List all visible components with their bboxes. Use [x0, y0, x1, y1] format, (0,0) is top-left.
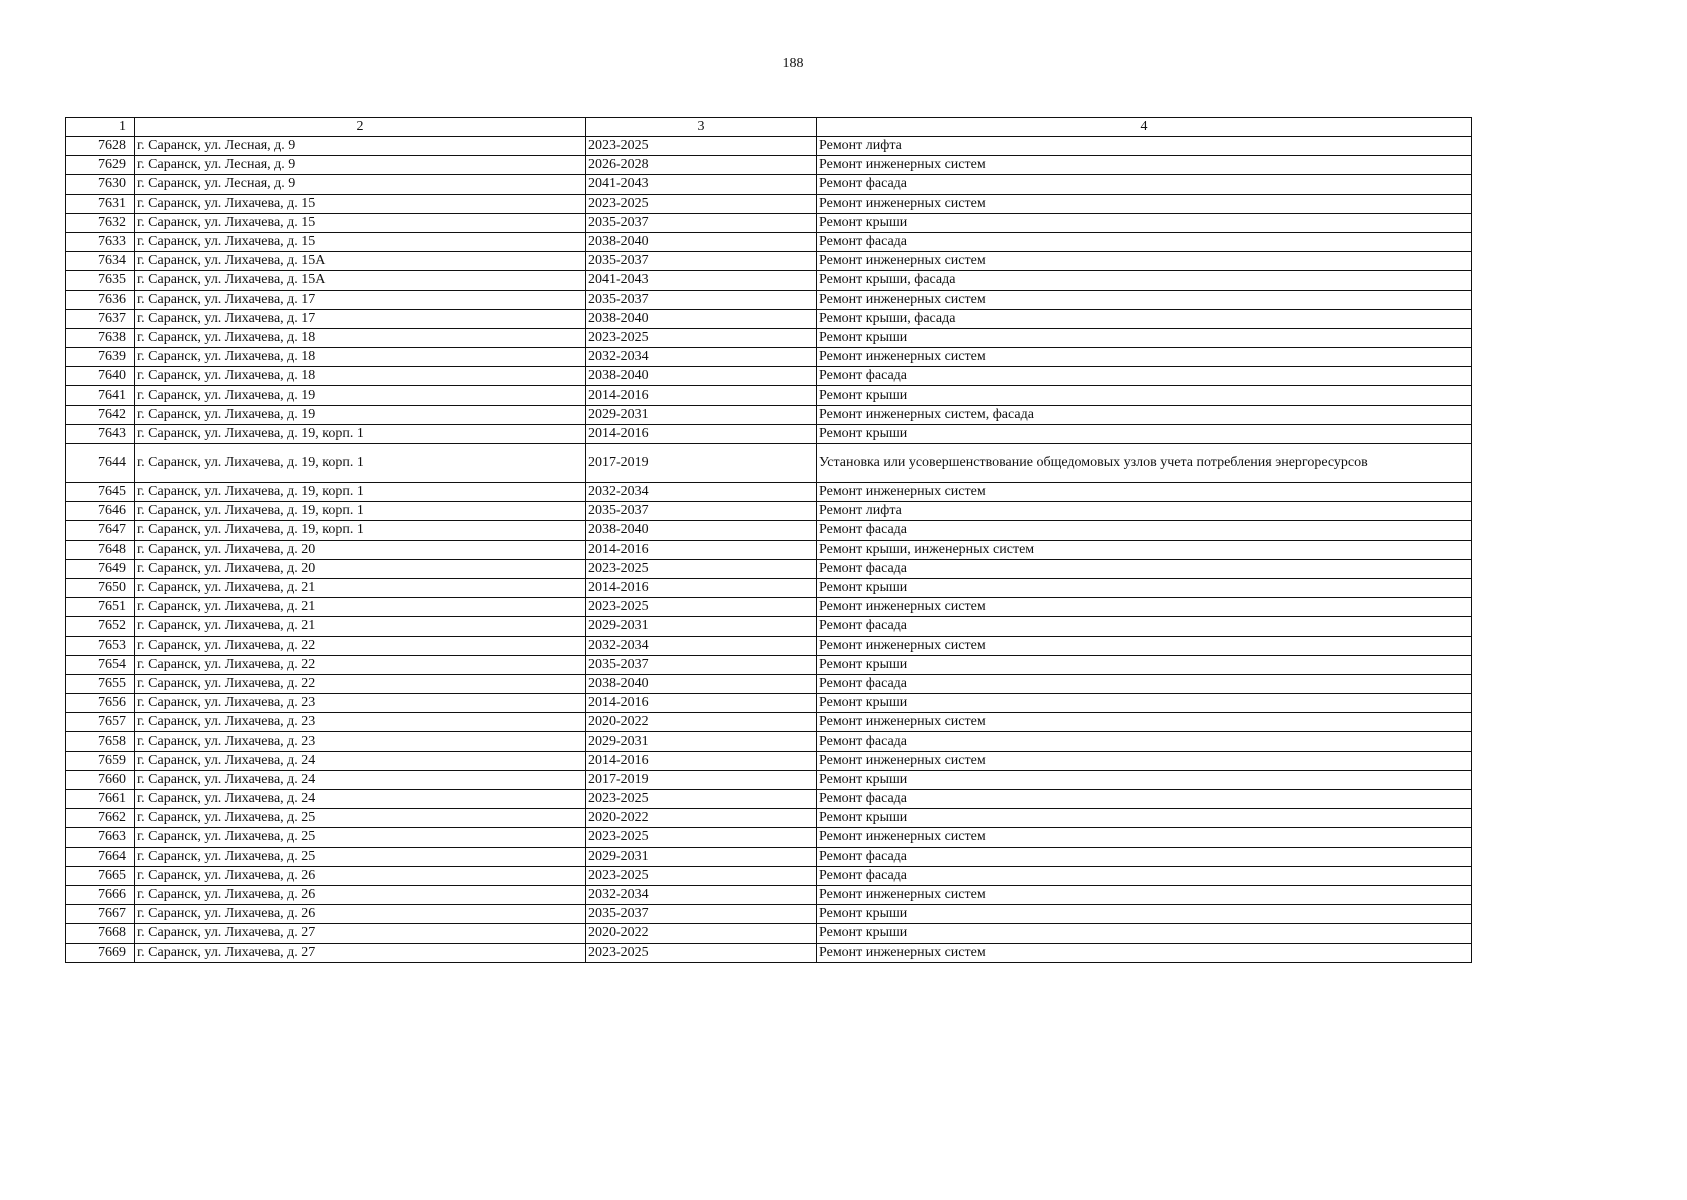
- address-cell: г. Саранск, ул. Лихачева, д. 19, корп. 1: [135, 521, 586, 540]
- table-row: [66, 847, 1472, 866]
- address-cell: г. Саранск, ул. Лихачева, д. 26: [135, 866, 586, 885]
- work-type-cell: Ремонт инженерных систем: [817, 751, 1472, 770]
- row-number-cell: 7657: [66, 713, 135, 732]
- table-row: [66, 386, 1472, 405]
- row-number-cell: 7660: [66, 770, 135, 789]
- work-type-cell: Ремонт инженерных систем: [817, 828, 1472, 847]
- period-cell: 2038-2040: [586, 232, 817, 251]
- row-number-cell: 7666: [66, 885, 135, 904]
- work-type-cell: Ремонт фасада: [817, 674, 1472, 693]
- table-row: [66, 348, 1472, 367]
- address-cell: г. Саранск, ул. Лихачева, д. 15А: [135, 271, 586, 290]
- address-cell: г. Саранск, ул. Лихачева, д. 24: [135, 790, 586, 809]
- period-cell: 2020-2022: [586, 713, 817, 732]
- work-type-cell: Ремонт фасада: [817, 367, 1472, 386]
- row-number-cell: 7646: [66, 502, 135, 521]
- table-row: [66, 578, 1472, 597]
- work-type-cell: Ремонт крыши: [817, 386, 1472, 405]
- table-row: [66, 137, 1472, 156]
- address-cell: г. Саранск, ул. Лихачева, д. 25: [135, 847, 586, 866]
- period-cell: 2023-2025: [586, 137, 817, 156]
- period-cell: 2029-2031: [586, 617, 817, 636]
- work-type-cell: Ремонт инженерных систем: [817, 943, 1472, 962]
- row-number-cell: 7635: [66, 271, 135, 290]
- row-number-cell: 7633: [66, 232, 135, 251]
- row-number-cell: 7663: [66, 828, 135, 847]
- row-number-cell: 7654: [66, 655, 135, 674]
- row-number-cell: 7637: [66, 309, 135, 328]
- address-cell: г. Саранск, ул. Лесная, д. 9: [135, 137, 586, 156]
- work-type-cell: Ремонт крыши: [817, 809, 1472, 828]
- address-cell: г. Саранск, ул. Лихачева, д. 27: [135, 924, 586, 943]
- address-cell: г. Саранск, ул. Лихачева, д. 22: [135, 636, 586, 655]
- work-type-cell: Ремонт крыши: [817, 694, 1472, 713]
- work-type-cell: Установка или усовершенствование общедомовых узлов учета потребления энергоресурсов: [817, 444, 1472, 483]
- row-number-cell: 7634: [66, 252, 135, 271]
- address-cell: г. Саранск, ул. Лихачева, д. 19: [135, 386, 586, 405]
- address-cell: г. Саранск, ул. Лихачева, д. 25: [135, 828, 586, 847]
- work-type-cell: Ремонт инженерных систем: [817, 252, 1472, 271]
- period-cell: 2029-2031: [586, 732, 817, 751]
- address-cell: г. Саранск, ул. Лихачева, д. 18: [135, 367, 586, 386]
- work-type-cell: Ремонт инженерных систем: [817, 885, 1472, 904]
- address-cell: г. Саранск, ул. Лихачева, д. 23: [135, 732, 586, 751]
- address-cell: г. Саранск, ул. Лихачева, д. 26: [135, 885, 586, 904]
- row-number-cell: 7650: [66, 578, 135, 597]
- table-row: [66, 866, 1472, 885]
- table-row: [66, 809, 1472, 828]
- period-cell: 2035-2037: [586, 502, 817, 521]
- row-number-cell: 7652: [66, 617, 135, 636]
- table-row: [66, 713, 1472, 732]
- table-row: [66, 367, 1472, 386]
- work-type-cell: Ремонт лифта: [817, 137, 1472, 156]
- table-row: [66, 636, 1472, 655]
- table-row: [66, 905, 1472, 924]
- period-cell: 2035-2037: [586, 655, 817, 674]
- work-type-cell: Ремонт инженерных систем: [817, 348, 1472, 367]
- row-number-cell: 7636: [66, 290, 135, 309]
- work-type-cell: Ремонт фасада: [817, 559, 1472, 578]
- address-cell: г. Саранск, ул. Лихачева, д. 19: [135, 405, 586, 424]
- row-number-cell: 7638: [66, 328, 135, 347]
- period-cell: 2029-2031: [586, 847, 817, 866]
- table-row: [66, 405, 1472, 424]
- work-type-cell: Ремонт крыши: [817, 578, 1472, 597]
- address-cell: г. Саранск, ул. Лихачева, д. 27: [135, 943, 586, 962]
- address-cell: г. Саранск, ул. Лихачева, д. 26: [135, 905, 586, 924]
- work-type-cell: Ремонт крыши: [817, 924, 1472, 943]
- period-cell: 2020-2022: [586, 924, 817, 943]
- work-type-cell: Ремонт крыши: [817, 424, 1472, 443]
- table-row: [66, 290, 1472, 309]
- table-row: [66, 252, 1472, 271]
- table-row: [66, 502, 1472, 521]
- address-cell: г. Саранск, ул. Лихачева, д. 15: [135, 213, 586, 232]
- table-row: [66, 751, 1472, 770]
- table-row: [66, 328, 1472, 347]
- row-number-cell: 7647: [66, 521, 135, 540]
- period-cell: 2014-2016: [586, 694, 817, 713]
- address-cell: г. Саранск, ул. Лихачева, д. 15А: [135, 252, 586, 271]
- work-type-cell: Ремонт инженерных систем: [817, 290, 1472, 309]
- period-cell: 2032-2034: [586, 636, 817, 655]
- row-number-cell: 7655: [66, 674, 135, 693]
- address-cell: г. Саранск, ул. Лихачева, д. 19, корп. 1: [135, 502, 586, 521]
- table-row: [66, 924, 1472, 943]
- address-cell: г. Саранск, ул. Лихачева, д. 21: [135, 617, 586, 636]
- row-number-cell: 7643: [66, 424, 135, 443]
- period-cell: 2014-2016: [586, 751, 817, 770]
- row-number-cell: 7639: [66, 348, 135, 367]
- table-row: [66, 559, 1472, 578]
- row-number-cell: 7665: [66, 866, 135, 885]
- period-cell: 2017-2019: [586, 770, 817, 789]
- table-row: [66, 232, 1472, 251]
- page-number: 188: [782, 56, 804, 71]
- address-cell: г. Саранск, ул. Лихачева, д. 24: [135, 751, 586, 770]
- row-number-cell: 7667: [66, 905, 135, 924]
- work-type-cell: Ремонт инженерных систем: [817, 194, 1472, 213]
- row-number-cell: 7630: [66, 175, 135, 194]
- address-cell: г. Саранск, ул. Лихачева, д. 15: [135, 194, 586, 213]
- period-cell: 2029-2031: [586, 405, 817, 424]
- work-type-cell: Ремонт крыши, фасада: [817, 309, 1472, 328]
- row-number-cell: 7641: [66, 386, 135, 405]
- period-cell: 2023-2025: [586, 598, 817, 617]
- work-type-cell: Ремонт фасада: [817, 732, 1472, 751]
- address-cell: г. Саранск, ул. Лихачева, д. 20: [135, 540, 586, 559]
- table-row: [66, 213, 1472, 232]
- row-number-cell: 7645: [66, 483, 135, 502]
- address-cell: г. Саранск, ул. Лихачева, д. 22: [135, 674, 586, 693]
- table-row: [66, 770, 1472, 789]
- table-row: [66, 694, 1472, 713]
- row-number-cell: 7651: [66, 598, 135, 617]
- table-row: [66, 617, 1472, 636]
- work-type-cell: Ремонт фасада: [817, 617, 1472, 636]
- period-cell: 2038-2040: [586, 521, 817, 540]
- table-row: [66, 674, 1472, 693]
- period-cell: 2020-2022: [586, 809, 817, 828]
- row-number-cell: 7640: [66, 367, 135, 386]
- table-row: [66, 790, 1472, 809]
- address-cell: г. Саранск, ул. Лихачева, д. 18: [135, 328, 586, 347]
- address-cell: г. Саранск, ул. Лихачева, д. 21: [135, 598, 586, 617]
- row-number-cell: 7629: [66, 156, 135, 175]
- address-cell: г. Саранск, ул. Лихачева, д. 22: [135, 655, 586, 674]
- work-type-cell: Ремонт крыши, инженерных систем: [817, 540, 1472, 559]
- row-number-cell: 7648: [66, 540, 135, 559]
- table-row: [66, 194, 1472, 213]
- header-col-1: 1: [66, 118, 135, 137]
- table-row: [66, 309, 1472, 328]
- period-cell: 2023-2025: [586, 943, 817, 962]
- period-cell: 2014-2016: [586, 578, 817, 597]
- work-type-cell: Ремонт инженерных систем, фасада: [817, 405, 1472, 424]
- period-cell: 2032-2034: [586, 483, 817, 502]
- work-type-cell: Ремонт лифта: [817, 502, 1472, 521]
- row-number-cell: 7656: [66, 694, 135, 713]
- address-cell: г. Саранск, ул. Лихачева, д. 19, корп. 1: [135, 483, 586, 502]
- work-type-cell: Ремонт инженерных систем: [817, 483, 1472, 502]
- header-col-3: 3: [586, 118, 817, 137]
- row-number-cell: 7669: [66, 943, 135, 962]
- row-number-cell: 7659: [66, 751, 135, 770]
- work-type-cell: Ремонт инженерных систем: [817, 636, 1472, 655]
- work-type-cell: Ремонт фасада: [817, 866, 1472, 885]
- address-cell: г. Саранск, ул. Лесная, д. 9: [135, 156, 586, 175]
- period-cell: 2023-2025: [586, 559, 817, 578]
- work-type-cell: Ремонт фасада: [817, 175, 1472, 194]
- address-cell: г. Саранск, ул. Лихачева, д. 19, корп. 1: [135, 444, 586, 483]
- period-cell: 2041-2043: [586, 271, 817, 290]
- work-type-cell: Ремонт крыши: [817, 213, 1472, 232]
- table-row: [66, 444, 1472, 483]
- work-type-cell: Ремонт крыши: [817, 905, 1472, 924]
- period-cell: 2035-2037: [586, 213, 817, 232]
- period-cell: 2014-2016: [586, 386, 817, 405]
- period-cell: 2023-2025: [586, 328, 817, 347]
- table-row: [66, 943, 1472, 962]
- period-cell: 2023-2025: [586, 790, 817, 809]
- address-cell: г. Саранск, ул. Лихачева, д. 20: [135, 559, 586, 578]
- table-row: [66, 424, 1472, 443]
- work-type-cell: Ремонт крыши, фасада: [817, 271, 1472, 290]
- address-cell: г. Саранск, ул. Лихачева, д. 18: [135, 348, 586, 367]
- period-cell: 2032-2034: [586, 885, 817, 904]
- period-cell: 2014-2016: [586, 424, 817, 443]
- table-row: [66, 156, 1472, 175]
- row-number-cell: 7644: [66, 444, 135, 483]
- address-cell: г. Саранск, ул. Лихачева, д. 23: [135, 713, 586, 732]
- table-row: [66, 828, 1472, 847]
- row-number-cell: 7668: [66, 924, 135, 943]
- work-type-cell: Ремонт инженерных систем: [817, 156, 1472, 175]
- period-cell: 2023-2025: [586, 828, 817, 847]
- period-cell: 2038-2040: [586, 367, 817, 386]
- period-cell: 2014-2016: [586, 540, 817, 559]
- address-cell: г. Саранск, ул. Лихачева, д. 19, корп. 1: [135, 424, 586, 443]
- table-row: [66, 655, 1472, 674]
- period-cell: 2038-2040: [586, 309, 817, 328]
- address-cell: г. Саранск, ул. Лихачева, д. 25: [135, 809, 586, 828]
- address-cell: г. Саранск, ул. Лесная, д. 9: [135, 175, 586, 194]
- period-cell: 2032-2034: [586, 348, 817, 367]
- period-cell: 2041-2043: [586, 175, 817, 194]
- table-row: [66, 483, 1472, 502]
- address-cell: г. Саранск, ул. Лихачева, д. 23: [135, 694, 586, 713]
- table-row: [66, 271, 1472, 290]
- address-cell: г. Саранск, ул. Лихачева, д. 21: [135, 578, 586, 597]
- address-cell: г. Саранск, ул. Лихачева, д. 15: [135, 232, 586, 251]
- period-cell: 2017-2019: [586, 444, 817, 483]
- work-type-cell: Ремонт фасада: [817, 847, 1472, 866]
- header-row: [66, 118, 1472, 137]
- work-type-cell: Ремонт крыши: [817, 328, 1472, 347]
- work-type-cell: Ремонт фасада: [817, 521, 1472, 540]
- period-cell: 2038-2040: [586, 674, 817, 693]
- work-type-cell: Ремонт фасада: [817, 790, 1472, 809]
- address-cell: г. Саранск, ул. Лихачева, д. 17: [135, 309, 586, 328]
- row-number-cell: 7661: [66, 790, 135, 809]
- table-row: [66, 175, 1472, 194]
- period-cell: 2035-2037: [586, 905, 817, 924]
- address-cell: г. Саранск, ул. Лихачева, д. 17: [135, 290, 586, 309]
- row-number-cell: 7662: [66, 809, 135, 828]
- row-number-cell: 7632: [66, 213, 135, 232]
- table-row: [66, 521, 1472, 540]
- period-cell: 2026-2028: [586, 156, 817, 175]
- work-type-cell: Ремонт фасада: [817, 232, 1472, 251]
- row-number-cell: 7628: [66, 137, 135, 156]
- address-cell: г. Саранск, ул. Лихачева, д. 24: [135, 770, 586, 789]
- period-cell: 2023-2025: [586, 194, 817, 213]
- table-row: [66, 885, 1472, 904]
- header-col-2: 2: [135, 118, 586, 137]
- row-number-cell: 7642: [66, 405, 135, 424]
- work-type-cell: Ремонт инженерных систем: [817, 713, 1472, 732]
- row-number-cell: 7664: [66, 847, 135, 866]
- period-cell: 2023-2025: [586, 866, 817, 885]
- work-type-cell: Ремонт крыши: [817, 770, 1472, 789]
- table-row: [66, 540, 1472, 559]
- row-number-cell: 7658: [66, 732, 135, 751]
- row-number-cell: 7631: [66, 194, 135, 213]
- table-row: [66, 732, 1472, 751]
- period-cell: 2035-2037: [586, 252, 817, 271]
- work-type-cell: Ремонт крыши: [817, 655, 1472, 674]
- row-number-cell: 7653: [66, 636, 135, 655]
- period-cell: 2035-2037: [586, 290, 817, 309]
- row-number-cell: 7649: [66, 559, 135, 578]
- header-col-4: 4: [817, 118, 1472, 137]
- table-row: [66, 598, 1472, 617]
- repair-schedule-table: [65, 117, 1472, 963]
- work-type-cell: Ремонт инженерных систем: [817, 598, 1472, 617]
